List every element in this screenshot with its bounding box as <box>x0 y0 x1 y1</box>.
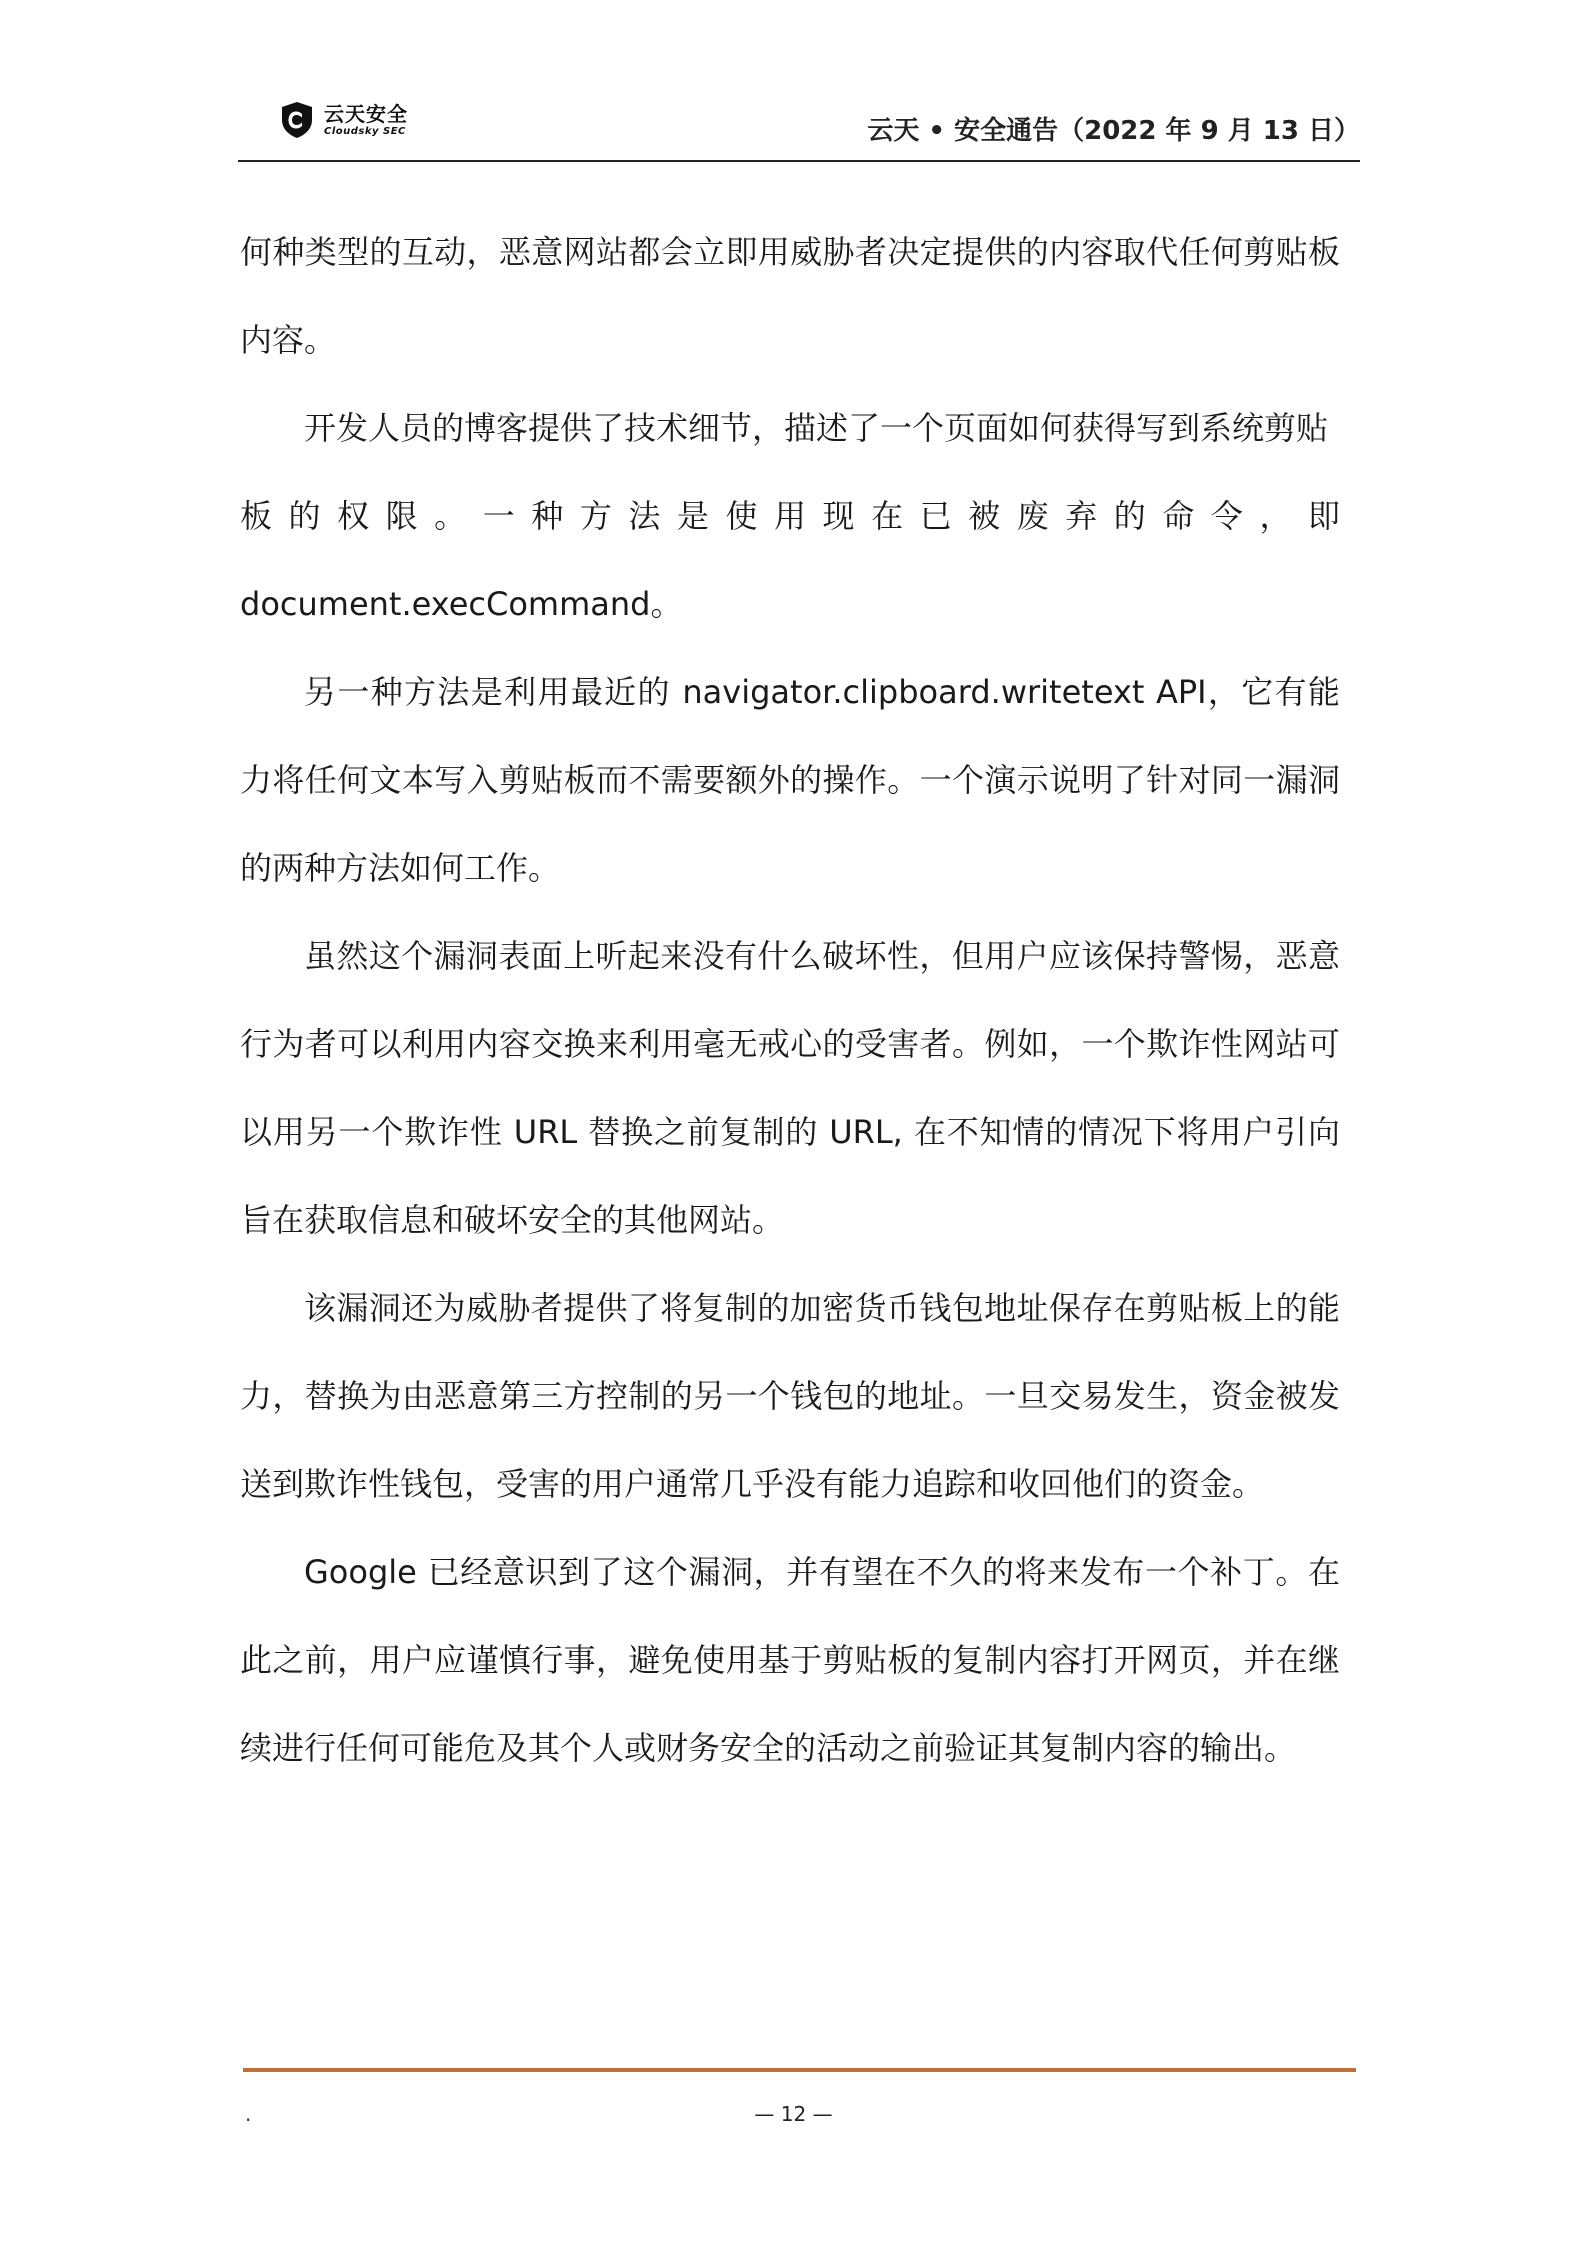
paragraph-4: 虽然这个漏洞表面上听起来没有什么破坏性，但用户应该保持警惕，恶意行为者可以利用内容交换来利用毫无戒心的受害者。例如，一个欺诈性网站可以用另一个欺诈性 URL 替换之前复制的 URL, 在不知情的情况下将用户引向旨在获取信息和破坏安全的其他网站。 <box>240 937 1340 1239</box>
paragraph-3: 另一种方法是利用最近的 navigator.clipboard.writetext API，它有能力将任何文本写入剪贴板而不需要额外的操作。一个演示说明了针对同一漏洞的两种方法如何工作。 <box>240 673 1340 887</box>
company-logo <box>278 96 408 144</box>
footer-divider <box>243 2068 1356 2072</box>
paragraph-2-line-2: 板 的 权 限 。 一 种 方 法 是 使 用 现 在 已 被 废 弃 的 命 令 ， 即 <box>240 497 1340 535</box>
paragraph-2-line-3: document.execCommand。 <box>240 585 683 623</box>
body-content <box>240 208 1340 1792</box>
paragraph-6: Google 已经意识到了这个漏洞，并有望在不久的将来发布一个补丁。在此之前，用户应谨慎行事，避免使用基于剪贴板的复制内容打开网页，并在继续进行任何可能危及其个人或财务安全的活动之前验证其复制内容的输出。 <box>240 1553 1340 1767</box>
page-header <box>238 96 1360 160</box>
shield-logo-icon <box>278 101 316 139</box>
page-number: — 12 — <box>754 2102 833 2126</box>
paragraph-2-line-1: 开发人员的博客提供了技术细节，描述了一个页面如何获得写到系统剪贴 <box>304 409 1329 447</box>
paragraph-5: 该漏洞还为威胁者提供了将复制的加密货币钱包地址保存在剪贴板上的能力，替换为由恶意第三方控制的另一个钱包的地址。一旦交易发生，资金被发送到欺诈性钱包，受害的用户通常几乎没有能力追踪和收回他们的资金。 <box>240 1289 1340 1503</box>
logo-chinese-name: 云天安全 <box>324 101 408 126</box>
paragraph-1: 何种类型的互动，恶意网站都会立即用威胁者决定提供的内容取代任何剪贴板内容。 <box>240 233 1340 359</box>
logo-english-name: Cloudsky SEC <box>324 125 406 137</box>
footer-dot: . <box>245 2102 252 2126</box>
header-divider <box>238 160 1360 162</box>
bulletin-title: 云天 • 安全通告（2022 年 9 月 13 日） <box>867 116 1360 146</box>
